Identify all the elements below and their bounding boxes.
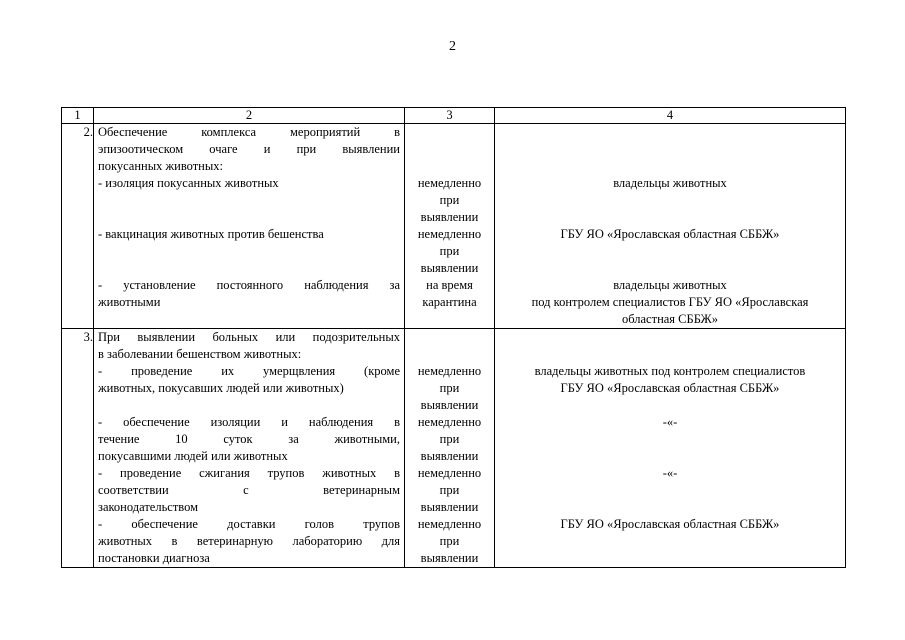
measure-responsible bbox=[495, 363, 846, 414]
text-line: Обеспечение комплекса мероприятий в bbox=[98, 125, 400, 139]
row-number: 2. bbox=[62, 124, 94, 329]
table-row bbox=[62, 465, 846, 516]
header-row bbox=[62, 108, 846, 124]
text-line: на время bbox=[426, 278, 473, 292]
measure-text bbox=[94, 363, 405, 414]
text-line: ГБУ ЯО «Ярославская областная СББЖ» bbox=[560, 381, 780, 395]
measure-responsible bbox=[495, 516, 846, 568]
measure-responsible bbox=[495, 175, 846, 226]
text-line: карантина bbox=[422, 295, 477, 309]
text-line: при bbox=[439, 534, 460, 548]
row-intro bbox=[94, 124, 405, 176]
header-col-1: 1 bbox=[62, 108, 94, 124]
text-line: - изоляция покусанных животных bbox=[98, 176, 279, 190]
text-line: - вакцинация животных против бешенства bbox=[98, 227, 324, 241]
table-row bbox=[62, 277, 846, 329]
empty-cell bbox=[495, 329, 846, 364]
text-line: при bbox=[439, 244, 460, 258]
text-line: немедленно bbox=[417, 176, 482, 190]
text-line: При выявлении больных или подозрительных bbox=[98, 330, 400, 344]
measure-responsible bbox=[495, 465, 846, 516]
row-number: 3. bbox=[62, 329, 94, 568]
text-line: - установление постоянного наблюдения за bbox=[98, 278, 400, 292]
measure-text bbox=[94, 226, 405, 277]
text-line: немедленно bbox=[417, 415, 482, 429]
measure-text bbox=[94, 175, 405, 226]
text-line: при bbox=[439, 193, 460, 207]
text-line: выявлении bbox=[420, 449, 479, 463]
text-line: - проведение их умерщвления (кроме bbox=[98, 364, 400, 378]
text-line: при bbox=[439, 381, 460, 395]
empty-cell bbox=[495, 124, 846, 176]
measure-deadline bbox=[405, 414, 495, 465]
text-line: покусавшими людей или животных bbox=[98, 449, 288, 463]
row-intro bbox=[94, 329, 405, 364]
text-line: животных, покусавших людей или животных) bbox=[98, 381, 344, 395]
text-line: владельцы животных bbox=[613, 278, 727, 292]
text-line: в заболевании бешенством животных: bbox=[98, 347, 302, 361]
text-line: течение 10 суток за животными, bbox=[98, 432, 400, 446]
measure-deadline bbox=[405, 465, 495, 516]
text-line: при bbox=[439, 483, 460, 497]
empty-cell bbox=[405, 124, 495, 176]
text-line: владельцы животных bbox=[613, 176, 727, 190]
text-line: соответствии с ветеринарным bbox=[98, 483, 400, 497]
text-line: животными bbox=[98, 295, 161, 309]
table-row bbox=[62, 124, 846, 176]
measure-responsible bbox=[495, 277, 846, 329]
text-line: - обеспечение изоляции и наблюдения в bbox=[98, 415, 400, 429]
text-line: выявлении bbox=[420, 210, 479, 224]
text-line: покусанных животных: bbox=[98, 159, 223, 173]
text-line: выявлении bbox=[420, 551, 479, 565]
measure-deadline bbox=[405, 516, 495, 568]
text-line: -«- bbox=[662, 466, 678, 480]
text-line: - проведение сжигания трупов животных в bbox=[98, 466, 400, 480]
text-line: выявлении bbox=[420, 398, 479, 412]
table-row bbox=[62, 363, 846, 414]
table-row bbox=[62, 329, 846, 364]
table-row bbox=[62, 226, 846, 277]
text-line: - обеспечение доставки голов трупов bbox=[98, 517, 400, 531]
text-line: законодательством bbox=[98, 500, 199, 514]
measure-text bbox=[94, 465, 405, 516]
table-row bbox=[62, 516, 846, 568]
measure-text bbox=[94, 414, 405, 465]
table-row bbox=[62, 175, 846, 226]
text-line: владельцы животных под контролем специалистов bbox=[534, 364, 806, 378]
measures-table bbox=[61, 107, 846, 568]
text-line: выявлении bbox=[420, 261, 479, 275]
table-row bbox=[62, 414, 846, 465]
text-line: немедленно bbox=[417, 517, 482, 531]
measure-text bbox=[94, 516, 405, 568]
measure-deadline bbox=[405, 277, 495, 329]
header-col-2: 2 bbox=[94, 108, 405, 124]
header-col-4: 4 bbox=[495, 108, 846, 124]
empty-cell bbox=[405, 329, 495, 364]
text-line: постановки диагноза bbox=[98, 551, 210, 565]
measure-deadline bbox=[405, 226, 495, 277]
text-line: ГБУ ЯО «Ярославская областная СББЖ» bbox=[560, 517, 780, 531]
measure-deadline bbox=[405, 363, 495, 414]
text-line: -«- bbox=[662, 415, 678, 429]
text-line: ГБУ ЯО «Ярославская областная СББЖ» bbox=[560, 227, 780, 241]
header-col-3: 3 bbox=[405, 108, 495, 124]
measure-responsible bbox=[495, 226, 846, 277]
text-line: выявлении bbox=[420, 500, 479, 514]
measure-text bbox=[94, 277, 405, 329]
text-line: эпизоотическом очаге и при выявлении bbox=[98, 142, 400, 156]
text-line: немедленно bbox=[417, 227, 482, 241]
text-line: при bbox=[439, 432, 460, 446]
page-number: 2 bbox=[449, 39, 456, 54]
measure-responsible bbox=[495, 414, 846, 465]
text-line: немедленно bbox=[417, 364, 482, 378]
text-line: животных в ветеринарную лабораторию для bbox=[98, 534, 400, 548]
text-line: под контролем специалистов ГБУ ЯО «Ярославская bbox=[531, 295, 809, 309]
measure-deadline bbox=[405, 175, 495, 226]
text-line: областная СББЖ» bbox=[621, 312, 719, 326]
text-line: немедленно bbox=[417, 466, 482, 480]
